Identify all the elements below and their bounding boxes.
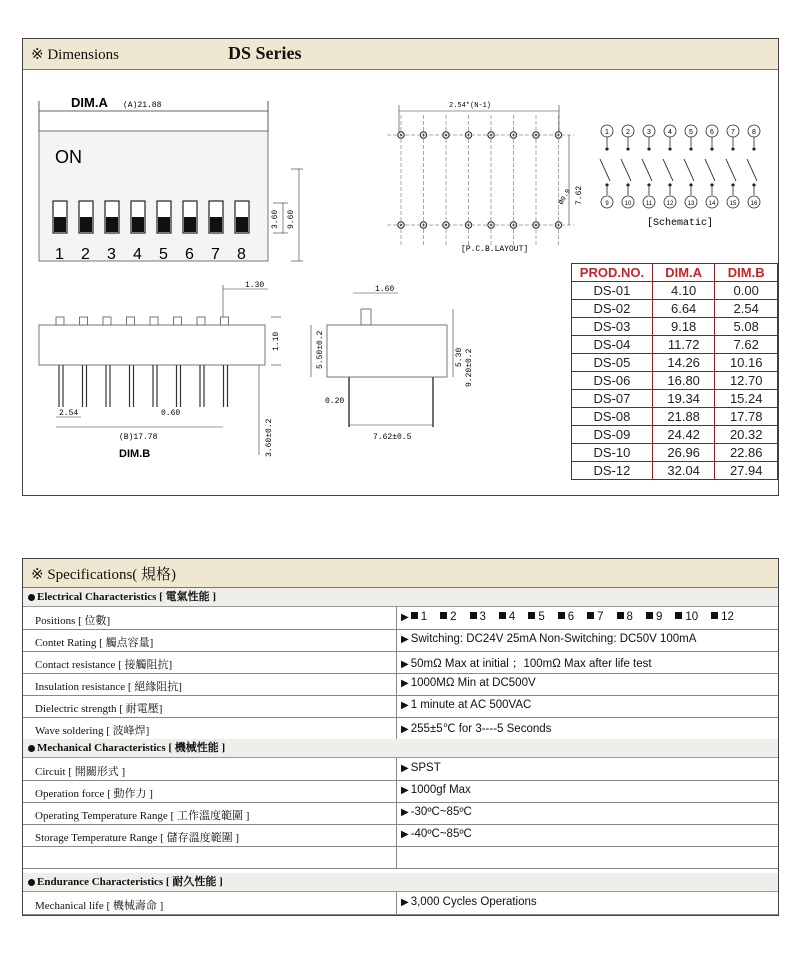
schematic-pin-top: 6 — [710, 129, 714, 136]
spec-value: ▶ -40ºC~85ºC — [401, 828, 472, 840]
product-table-cell: 27.94 — [715, 462, 778, 480]
product-table-cell: 17.78 — [715, 408, 778, 426]
product-table-cell: 6.64 — [652, 300, 715, 318]
schematic-pin-top: 5 — [689, 129, 693, 136]
schematic-switch — [684, 159, 694, 181]
switch-actuator — [236, 217, 248, 232]
dim-b-label: DIM.B — [119, 448, 151, 460]
switch-number: 4 — [133, 246, 142, 263]
specifications-header — [23, 559, 778, 588]
spec-label: Operation force [ 動作力 ] — [35, 788, 153, 800]
position-option: 6 — [558, 611, 574, 623]
height-2-label: 9.60 — [287, 209, 296, 229]
square-icon — [470, 612, 477, 619]
schematic-pin-top: 3 — [647, 129, 651, 136]
spec-row — [23, 758, 778, 781]
triangle-icon: ▶ — [401, 612, 409, 623]
schematic-pin-bottom: 14 — [708, 201, 716, 207]
end-view-drawing — [293, 277, 473, 447]
side-lead-label: 3.60±0.2 — [265, 418, 274, 457]
product-table-cell: 10.16 — [715, 354, 778, 372]
position-option: 4 — [499, 611, 515, 623]
schematic-switch — [726, 159, 736, 181]
schematic-pin-top: 2 — [626, 129, 630, 136]
spec-row — [23, 629, 778, 652]
schematic-pin-bottom: 12 — [666, 201, 674, 207]
side-body — [39, 325, 265, 365]
spec-value: ▶ 1000gf Max — [401, 784, 471, 796]
triangle-icon: ▶ — [401, 659, 409, 670]
product-table-header — [572, 264, 778, 282]
spec-label: Circuit [ 開關形式 ] — [35, 766, 126, 778]
spec-row — [23, 802, 778, 825]
schematic-switch — [663, 159, 673, 181]
spec-label: Wave soldering [ 波峰焊] — [35, 725, 150, 737]
product-table-row — [572, 282, 778, 300]
product-table-cell: 4.10 — [652, 282, 715, 300]
square-icon — [411, 612, 418, 619]
side-view-drawing — [23, 277, 283, 477]
side-top-label: 1.30 — [245, 281, 265, 290]
position-option: 8 — [617, 611, 633, 623]
schematic-caption: [Schematic] — [647, 218, 714, 229]
spec-row — [23, 824, 778, 847]
spec-label: Positions [ 位數] — [35, 615, 111, 627]
schematic-switch — [642, 159, 652, 181]
switch-actuator — [184, 217, 196, 232]
product-table-cell: DS-08 — [572, 408, 653, 426]
spec-value: ▶ 1000MΩ Min at DC500V — [401, 677, 536, 689]
end-762-label: 7.62±0.5 — [373, 433, 412, 442]
spec-label: Dielectric strength [ 耐電壓] — [35, 703, 163, 715]
schematic-pin-bottom: 10 — [624, 201, 632, 207]
pcb-hole-label: Ø0.9 — [557, 187, 574, 207]
triangle-icon: ▶ — [401, 807, 409, 818]
product-table-cell: 11.72 — [652, 336, 715, 354]
end-top-label: 1.60 — [375, 285, 395, 294]
switch-number: 7 — [211, 246, 220, 263]
schematic-pin-bottom: 16 — [750, 201, 758, 207]
product-table-cell: DS-06 — [572, 372, 653, 390]
spec-value: ▶ 3,000 Cycles Operations — [401, 896, 537, 908]
dimensions-panel — [22, 38, 779, 496]
product-table-cell: 14.26 — [652, 354, 715, 372]
end-920-label: 9.20±0.2 — [465, 348, 474, 387]
spec-row-empty — [23, 846, 778, 869]
spec-row — [23, 695, 778, 718]
product-table-header-cell: DIM.B — [715, 264, 778, 282]
spec-label: Mechanical life [ 機械壽命 ] — [35, 900, 164, 912]
product-table-cell: DS-10 — [572, 444, 653, 462]
product-table-cell: DS-12 — [572, 462, 653, 480]
spec-row — [23, 892, 778, 915]
schematic-switch — [600, 159, 610, 181]
spec-label: Storage Temperature Range [ 儲存溫度範圍 ] — [35, 832, 239, 844]
positions-value — [401, 611, 747, 623]
series-title: DS Series — [228, 43, 302, 63]
square-icon — [528, 612, 535, 619]
triangle-icon: ▶ — [401, 785, 409, 796]
product-table-cell: 12.70 — [715, 372, 778, 390]
schematic-pin-top: 8 — [752, 129, 756, 136]
side-right-label: 1.10 — [272, 331, 281, 351]
position-option: 5 — [528, 611, 544, 623]
schematic-switch — [747, 159, 757, 181]
product-table-cell: 7.62 — [715, 336, 778, 354]
product-table-cell: 32.04 — [652, 462, 715, 480]
product-table-cell: DS-02 — [572, 300, 653, 318]
triangle-icon: ▶ — [401, 724, 409, 735]
mechanical-section-header: Mechanical Characteristics [ 機械性能 ] — [23, 739, 778, 758]
spec-label: Operating Temperature Range [ 工作溫度範圍 ] — [35, 810, 250, 822]
square-icon — [499, 612, 506, 619]
square-icon — [646, 612, 653, 619]
product-table-cell: 26.96 — [652, 444, 715, 462]
spec-value: ▶ SPST — [401, 762, 441, 774]
product-table-cell: DS-01 — [572, 282, 653, 300]
switch-actuator — [80, 217, 92, 232]
spec-value: ▶ 1 minute at AC 500VAC — [401, 699, 532, 711]
pcb-pitch-label: 2.54*(N-1) — [449, 102, 492, 110]
schematic-pin-bottom: 11 — [645, 201, 653, 207]
product-table-cell: DS-07 — [572, 390, 653, 408]
square-icon — [587, 612, 594, 619]
square-icon — [440, 612, 447, 619]
product-table-cell: DS-04 — [572, 336, 653, 354]
spec-value: ▶ -30ºC~85ºC — [401, 806, 472, 818]
square-icon — [675, 612, 682, 619]
dim-a-label: DIM.A — [71, 95, 108, 110]
switch-number: 1 — [55, 246, 64, 263]
product-table-row — [572, 462, 778, 480]
position-option: 9 — [646, 611, 662, 623]
square-icon — [711, 612, 718, 619]
schematic-pin-bottom: 15 — [729, 201, 737, 207]
switch-number: 3 — [107, 246, 116, 263]
switch-number: 8 — [237, 246, 246, 263]
specifications-title: ※ Specifications( 規格) — [31, 567, 177, 583]
product-table-cell: DS-05 — [572, 354, 653, 372]
spec-row — [23, 673, 778, 696]
spec-row — [23, 651, 778, 674]
product-table-row — [572, 426, 778, 444]
end-left-label: 5.50±0.2 — [316, 330, 325, 369]
product-table-row — [572, 318, 778, 336]
spec-row-positions — [23, 607, 778, 630]
product-table-cell: 9.18 — [652, 318, 715, 336]
spec-label: Insulation resistance [ 絕緣阻抗] — [35, 681, 182, 693]
switch-number: 2 — [81, 246, 90, 263]
dimensions-header — [23, 39, 778, 70]
triangle-icon: ▶ — [401, 829, 409, 840]
position-option: 1 — [411, 611, 427, 623]
switch-actuator — [132, 217, 144, 232]
product-table-row — [572, 300, 778, 318]
product-table-row — [572, 354, 778, 372]
schematic-pin-top: 7 — [731, 129, 735, 136]
bullet-icon — [28, 879, 35, 886]
schematic-switch — [621, 159, 631, 181]
product-table-cell: 24.42 — [652, 426, 715, 444]
pcb-row-label: 7.62 — [575, 185, 584, 205]
schematic-pin-bottom: 13 — [687, 201, 695, 207]
spec-row — [23, 717, 778, 740]
spec-label: Contact resistance [ 接觸阻抗] — [35, 659, 173, 671]
spec-row — [23, 780, 778, 803]
product-table-cell: 15.24 — [715, 390, 778, 408]
position-option: 7 — [587, 611, 603, 623]
triangle-icon: ▶ — [401, 763, 409, 774]
endurance-section-header: Endurance Characteristics [ 耐久性能 ] — [23, 873, 778, 892]
product-table-header-cell: DIM.A — [652, 264, 715, 282]
spec-label: Contet Rating [ 觸点容量] — [35, 637, 154, 649]
height-1-label: 3.60 — [271, 209, 280, 229]
on-label: ON — [55, 147, 82, 167]
side-060-label: 0.60 — [161, 409, 181, 418]
switch-actuator — [158, 217, 170, 232]
product-table-cell: 0.00 — [715, 282, 778, 300]
product-table-row — [572, 390, 778, 408]
spec-value: ▶ Switching: DC24V 25mA Non-Switching: DC50V 100mA — [401, 633, 697, 645]
product-table-row — [572, 408, 778, 426]
pcb-holes — [387, 115, 574, 245]
product-table-cell: 19.34 — [652, 390, 715, 408]
triangle-icon: ▶ — [401, 700, 409, 711]
product-table-row — [572, 372, 778, 390]
switch-actuator — [210, 217, 222, 232]
product-table-cell: DS-03 — [572, 318, 653, 336]
triangle-icon: ▶ — [401, 634, 409, 645]
position-option: 12 — [711, 611, 734, 623]
electrical-section-header: Electrical Characteristics [ 電氣性能 ] — [23, 588, 778, 607]
square-icon — [617, 612, 624, 619]
end-020-label: 0.20 — [325, 397, 345, 406]
position-option: 2 — [440, 611, 456, 623]
switch-actuator — [54, 217, 66, 232]
triangle-icon: ▶ — [401, 678, 409, 689]
side-pitch-label: 2.54 — [59, 409, 79, 418]
product-table-cell: 21.88 — [652, 408, 715, 426]
product-table-cell: DS-09 — [572, 426, 653, 444]
dim-b-value: (B)17.78 — [119, 433, 158, 442]
position-option: 3 — [470, 611, 486, 623]
product-table — [571, 263, 778, 480]
pcb-caption: [P.C.B.LAYOUT] — [461, 245, 529, 254]
dim-a-value: (A)21.88 — [123, 101, 162, 110]
product-table-header-cell: PROD.NO. — [572, 264, 653, 282]
schematic-switch — [705, 159, 715, 181]
specifications-panel — [22, 558, 779, 916]
position-option: 10 — [675, 611, 698, 623]
square-icon — [558, 612, 565, 619]
product-table-cell: 20.32 — [715, 426, 778, 444]
switch-number: 5 — [159, 246, 168, 263]
schematic-pin-top: 1 — [605, 129, 609, 136]
bullet-icon — [28, 594, 35, 601]
triangle-icon: ▶ — [401, 897, 409, 908]
schematic-pin-bottom: 9 — [605, 201, 609, 207]
switch-number: 6 — [185, 246, 194, 263]
pcb-layout-drawing — [379, 95, 584, 265]
spec-value: ▶ 50mΩ Max at initial ；100mΩ Max after life test — [401, 658, 652, 670]
product-table-row — [572, 444, 778, 462]
schematic-contacts — [600, 125, 760, 208]
product-table-cell: 5.08 — [715, 318, 778, 336]
end-body — [327, 325, 447, 377]
product-table-row — [572, 336, 778, 354]
spec-value: ▶ 255±5℃ for 3----5 Seconds — [401, 723, 552, 735]
product-table-cell: 22.86 — [715, 444, 778, 462]
schematic-pin-top: 4 — [668, 129, 672, 136]
dimensions-title: ※ Dimensions — [31, 47, 119, 63]
schematic-drawing — [595, 119, 775, 229]
top-view-drawing — [23, 69, 323, 269]
product-table-cell: 16.80 — [652, 372, 715, 390]
bullet-icon — [28, 745, 35, 752]
product-table-cell: 2.54 — [715, 300, 778, 318]
switch-actuator — [106, 217, 118, 232]
end-530-label: 5.30 — [455, 347, 464, 367]
